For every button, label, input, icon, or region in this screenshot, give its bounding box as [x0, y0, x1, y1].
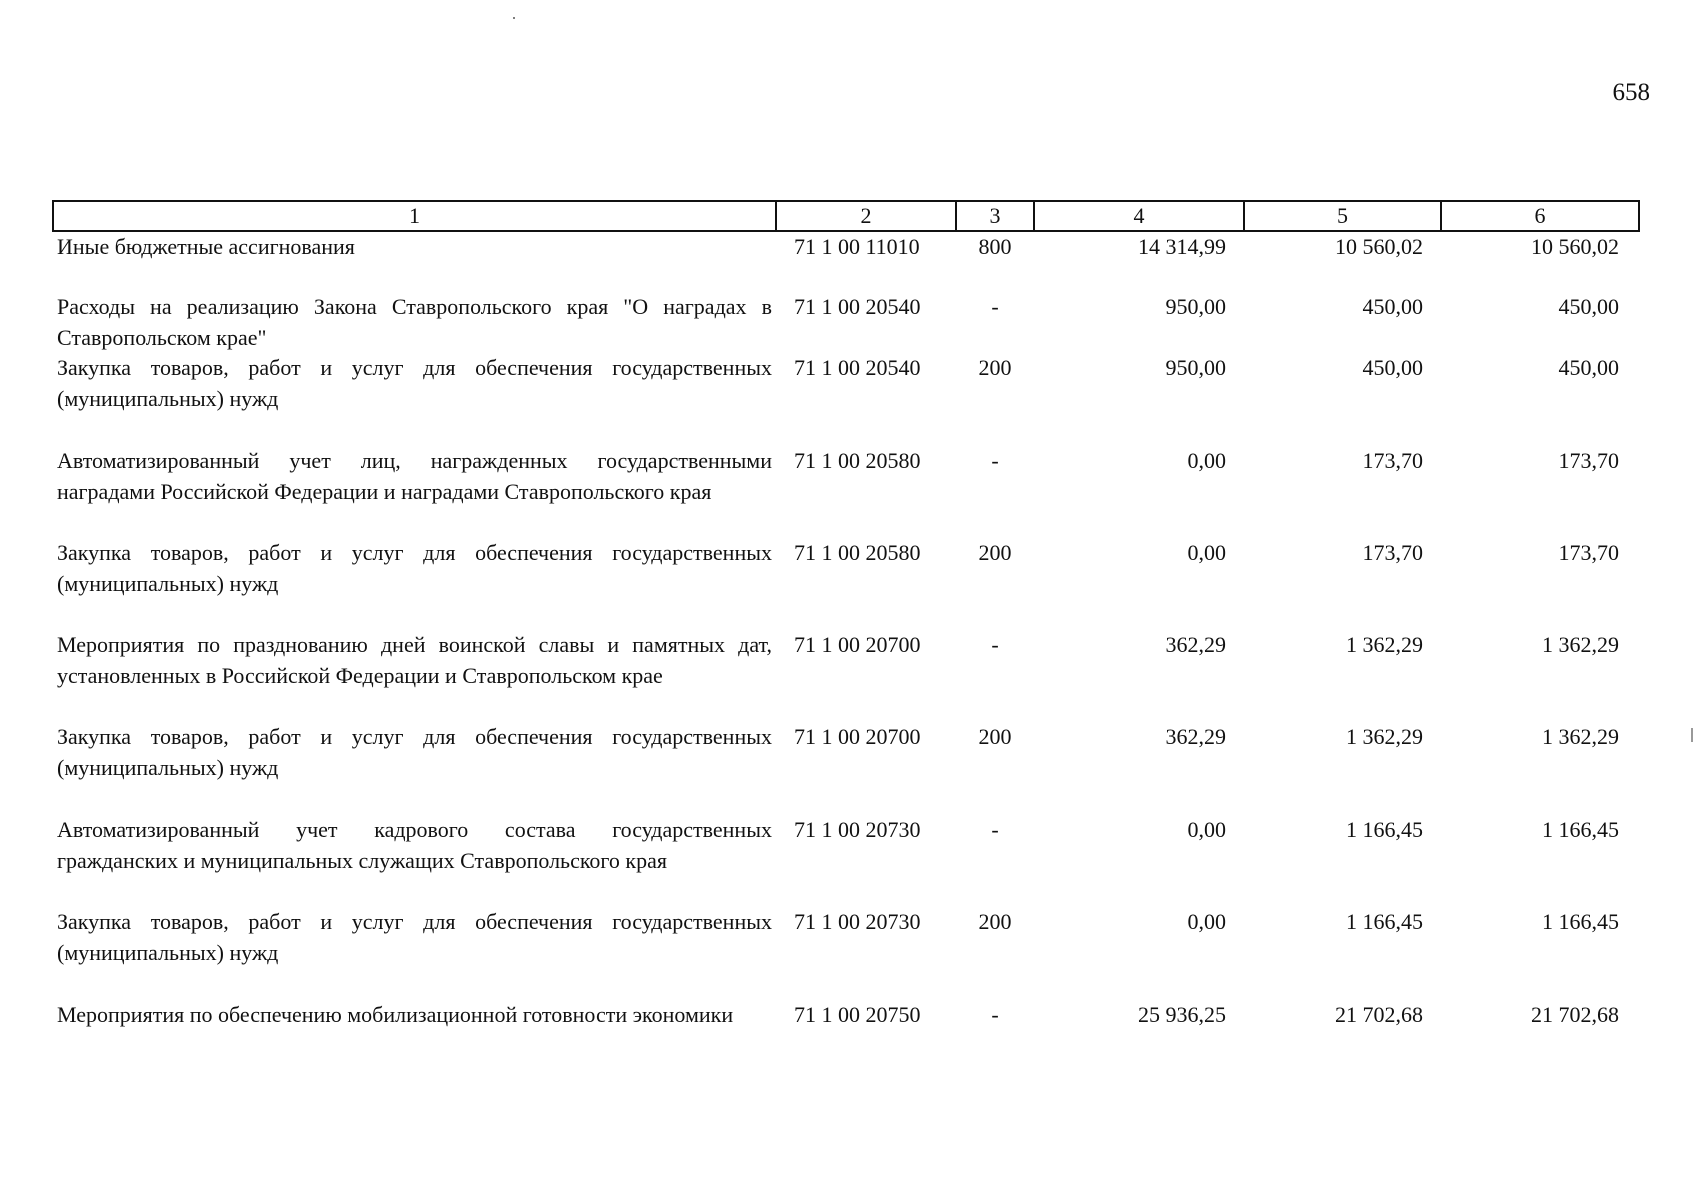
row-type: 200: [978, 540, 1012, 565]
table-row: [53, 353, 1639, 446]
row-col4: 950,00: [1165, 294, 1226, 319]
row-col5: 173,70: [1362, 448, 1423, 473]
row-col5: 21 702,68: [1335, 1002, 1423, 1027]
row-col5: 450,00: [1362, 294, 1423, 319]
table-row: [53, 722, 1639, 815]
row-name: Автоматизированный учет лиц, награжденных государственными наградами Российской Федерации и наградами Ставропольского края: [57, 448, 772, 504]
row-code: 71 1 00 20540: [794, 294, 921, 319]
row-col6: 450,00: [1558, 355, 1619, 380]
row-col4: 950,00: [1165, 355, 1226, 380]
row-col4: 362,29: [1165, 632, 1226, 657]
table-row: [53, 538, 1639, 630]
row-col5: 1 166,45: [1346, 909, 1423, 934]
row-type: -: [991, 294, 999, 319]
table-row: [53, 815, 1639, 907]
row-col5: 1 362,29: [1346, 632, 1423, 657]
row-col4: 0,00: [1187, 540, 1226, 565]
row-code: 71 1 00 20730: [794, 909, 921, 934]
row-type: -: [991, 817, 999, 842]
row-name: Закупка товаров, работ и услуг для обеспечения государственных (муниципальных) нужд: [57, 909, 772, 965]
row-col6: 450,00: [1558, 294, 1619, 319]
row-name: Мероприятия по обеспечению мобилизационной готовности экономики: [57, 1002, 734, 1027]
row-col5: 450,00: [1362, 355, 1423, 380]
row-name: Автоматизированный учет кадрового состава государственных гражданских и муниципальных служащих Ставропольского края: [57, 817, 772, 873]
row-type: -: [991, 448, 999, 473]
row-type: -: [991, 1002, 999, 1027]
row-col4: 0,00: [1187, 448, 1226, 473]
header-col-4: 4: [1034, 201, 1244, 231]
row-code: 71 1 00 11010: [794, 234, 920, 259]
row-name: Расходы на реализацию Закона Ставропольского края "О наградах в Ставропольском крае": [57, 294, 772, 350]
row-code: 71 1 00 20700: [794, 724, 921, 749]
row-type: 200: [978, 909, 1012, 934]
row-name: Закупка товаров, работ и услуг для обеспечения государственных (муниципальных) нужд: [57, 724, 772, 780]
budget-table-container: [52, 200, 1638, 1062]
row-col5: 173,70: [1362, 540, 1423, 565]
table-row: [53, 292, 1639, 353]
header-col-1: 1: [53, 201, 776, 231]
row-code: 71 1 00 20580: [794, 448, 921, 473]
row-col4: 25 936,25: [1138, 1002, 1226, 1027]
row-col6: 1 362,29: [1542, 724, 1619, 749]
row-col4: 362,29: [1165, 724, 1226, 749]
table-row: [53, 907, 1639, 1000]
row-col5: 10 560,02: [1335, 234, 1423, 259]
row-code: 71 1 00 20700: [794, 632, 921, 657]
row-type: -: [991, 632, 999, 657]
row-code: 71 1 00 20750: [794, 1002, 921, 1027]
table-header-row: [53, 201, 1639, 231]
row-col6: 1 362,29: [1542, 632, 1619, 657]
row-name: Закупка товаров, работ и услуг для обеспечения государственных (муниципальных) нужд: [57, 355, 772, 411]
row-col4: 0,00: [1187, 909, 1226, 934]
header-col-2: 2: [776, 201, 956, 231]
row-name: Мероприятия по празднованию дней воинской славы и памятных дат, установленных в Российской Федерации и Ставропольском крае: [57, 632, 772, 688]
header-col-5: 5: [1244, 201, 1441, 231]
budget-table: [52, 200, 1640, 1062]
row-col4: 0,00: [1187, 817, 1226, 842]
row-col5: 1 166,45: [1346, 817, 1423, 842]
table-row: [53, 1000, 1639, 1062]
row-col6: 1 166,45: [1542, 909, 1619, 934]
row-name: Иные бюджетные ассигнования: [57, 234, 355, 259]
stray-dot: [513, 17, 515, 19]
row-type: 800: [978, 234, 1012, 259]
page-number: 658: [1612, 79, 1650, 106]
row-code: 71 1 00 20580: [794, 540, 921, 565]
row-col6: 173,70: [1558, 448, 1619, 473]
row-col6: 21 702,68: [1531, 1002, 1619, 1027]
row-col4: 14 314,99: [1138, 234, 1226, 259]
table-row: [53, 630, 1639, 722]
header-col-3: 3: [956, 201, 1034, 231]
row-col6: 173,70: [1558, 540, 1619, 565]
table-row: [53, 446, 1639, 538]
row-name: Закупка товаров, работ и услуг для обеспечения государственных (муниципальных) нужд: [57, 540, 772, 596]
edge-mark: [1691, 728, 1693, 742]
header-col-6: 6: [1441, 201, 1639, 231]
row-col5: 1 362,29: [1346, 724, 1423, 749]
row-code: 71 1 00 20730: [794, 817, 921, 842]
row-type: 200: [978, 724, 1012, 749]
table-row: [53, 231, 1639, 292]
row-col6: 1 166,45: [1542, 817, 1619, 842]
row-type: 200: [978, 355, 1012, 380]
row-col6: 10 560,02: [1531, 234, 1619, 259]
row-code: 71 1 00 20540: [794, 355, 921, 380]
